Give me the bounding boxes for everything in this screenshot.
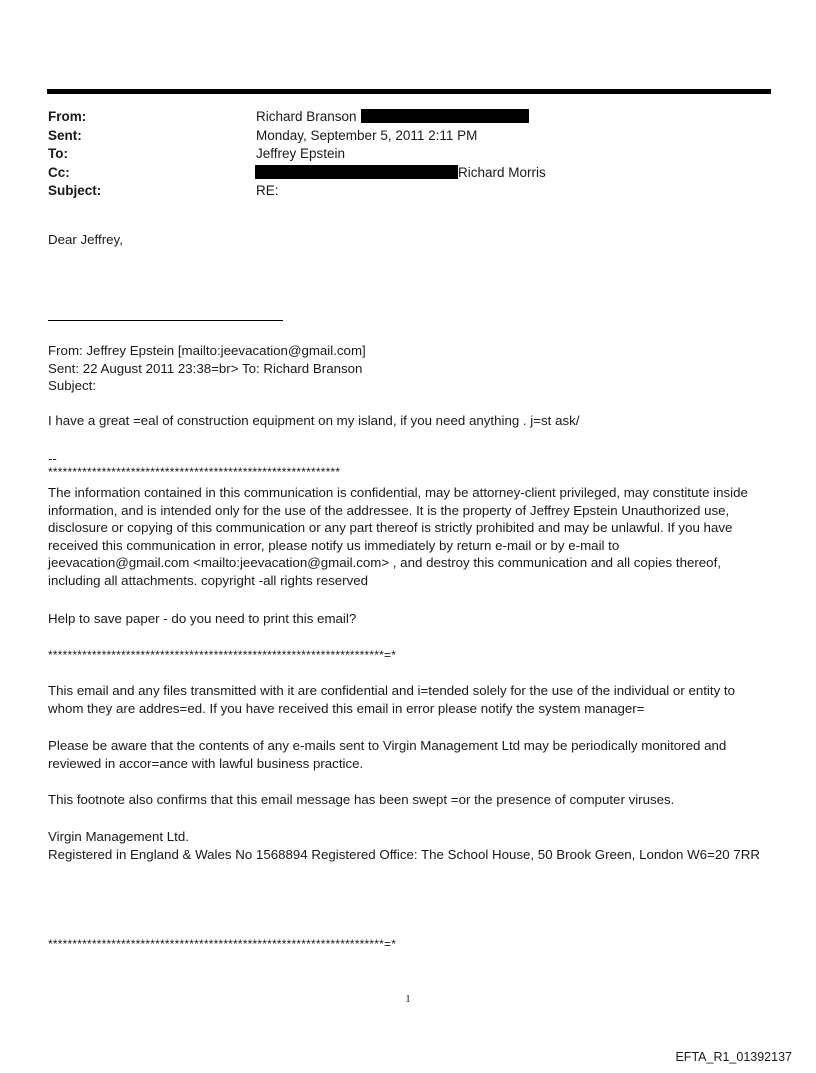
redaction-block bbox=[361, 109, 529, 123]
page-number: 1 bbox=[405, 993, 411, 1005]
to-row bbox=[48, 145, 748, 164]
to-value: Jeffrey Epstein bbox=[256, 146, 346, 161]
subject-label: Subject: bbox=[48, 183, 102, 198]
bates-number: EFTA_R1_01392137 bbox=[675, 1050, 792, 1064]
confidentiality-disclaimer: The information contained in this communication is confidential, may be attorney-client privileged, may constitute inside information, and is intended only for the use of the addressee. It is the property of Jeffrey Epstein Unauthorized use, disclosure or copying of this communication or any part thereof is strictly prohibited and may be unlawful. If you have received this communication in error, please notify us immediately by return e-mail or by e-mail to jeevacation@gmail.com <mailto:jeevacation@gmail.com> , and destroy this communication and all copies thereof, including all attachments. copyright -all rights reserved bbox=[48, 485, 748, 588]
confidential-notice: This email and any files transmitted with it are confidential and i=tended solely for the use of the individual or entity to whom they are addres=ed. If you have received this email in error please notify the system manager= bbox=[48, 683, 736, 716]
sent-value: Monday, September 5, 2011 2:11 PM bbox=[256, 127, 478, 143]
signature-dash: -- bbox=[48, 451, 57, 466]
cc-label: Cc: bbox=[48, 164, 70, 180]
stars-divider-3: *********************************************************************=* bbox=[48, 937, 397, 951]
header-top-rule bbox=[47, 89, 771, 94]
company-name: Virgin Management Ltd. bbox=[48, 829, 189, 844]
quoted-from: From: Jeffrey Epstein [mailto:jeevacation@gmail.com] bbox=[48, 343, 366, 358]
company-registration: Registered in England & Wales No 1568894 Registered Office: The School House, 50 Brook Green, London W6=20 7RR bbox=[48, 846, 760, 862]
monitoring-notice: Please be aware that the contents of any e-mails sent to Virgin Management Ltd may be periodically monitored and reviewed in accor=ance with lawful business practice. bbox=[48, 738, 727, 771]
cc-value-wrap bbox=[255, 164, 546, 182]
to-label: To: bbox=[48, 146, 68, 161]
stars-divider-1: ************************************************************ bbox=[48, 465, 341, 479]
email-header bbox=[48, 108, 748, 201]
cc-value: Richard Morris bbox=[458, 164, 546, 180]
redaction-block bbox=[255, 165, 458, 179]
subject-row bbox=[48, 182, 748, 201]
from-row bbox=[48, 108, 748, 127]
greeting: Dear Jeffrey, bbox=[48, 232, 123, 247]
from-value-wrap bbox=[256, 108, 529, 126]
quoted-header bbox=[48, 342, 768, 395]
sent-label: Sent: bbox=[48, 127, 82, 143]
cc-row bbox=[48, 164, 748, 183]
subject-value: RE: bbox=[256, 183, 279, 198]
from-label: From: bbox=[48, 109, 87, 124]
sent-row bbox=[48, 127, 748, 146]
stars-divider-2: *********************************************************************=* bbox=[48, 648, 397, 662]
quoted-message: I have a great =eal of construction equipment on my island, if you need anything . j=st ask/ bbox=[48, 413, 580, 428]
save-paper-note: Help to save paper - do you need to print this email? bbox=[48, 611, 357, 626]
virus-notice: This footnote also confirms that this email message has been swept =or the presence of computer viruses. bbox=[48, 792, 675, 807]
quoted-subject: Subject: bbox=[48, 378, 97, 394]
from-value: Richard Branson bbox=[256, 109, 357, 124]
quoted-sent: Sent: 22 August 2011 23:38=br> To: Richard Branson bbox=[48, 360, 363, 376]
quote-separator bbox=[48, 320, 283, 321]
company-block bbox=[48, 828, 768, 863]
